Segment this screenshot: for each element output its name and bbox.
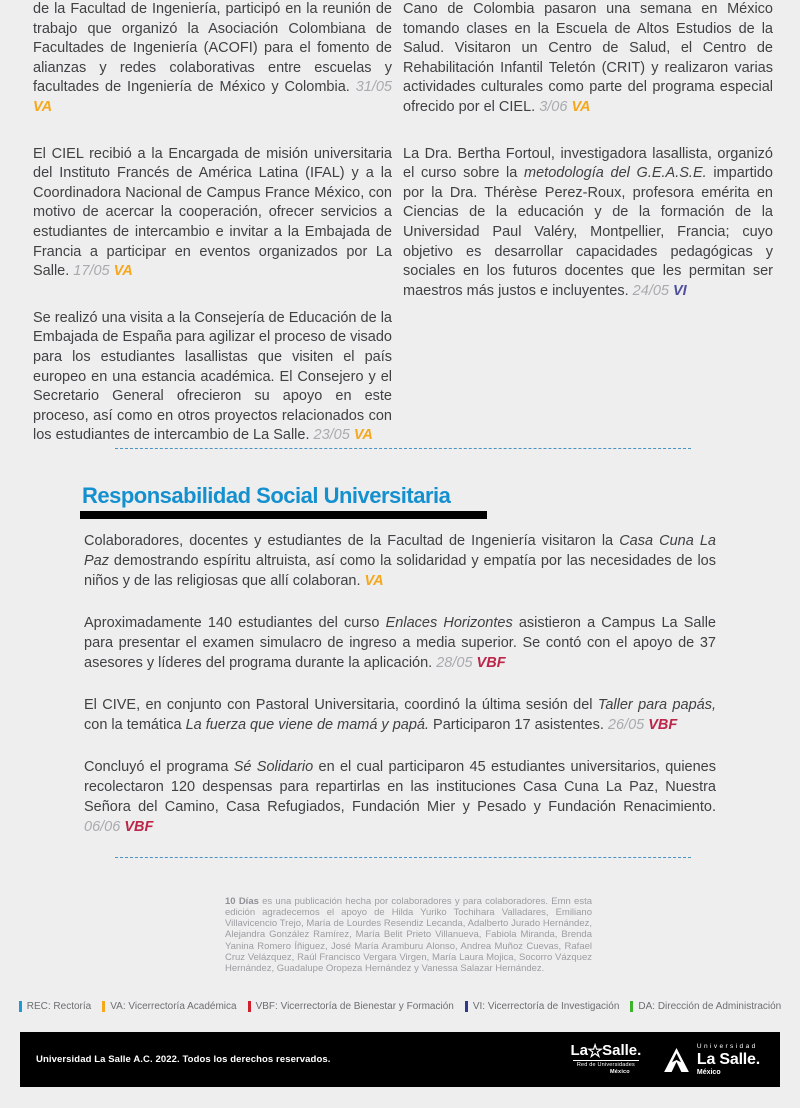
news-paragraph <box>403 145 773 302</box>
body-text: en el cual participaron 45 estudiantes universitarios, quienes recolectaron 120 despensas para repartirlas en las instituciones Casa Cuna La Paz, Nuestra Señora del Camino, Casa Refugiados, Fundación Mier y Pesado y Fundación Renacimiento. <box>84 759 716 815</box>
entry-tag: VA <box>109 263 133 280</box>
star-icon: ☆ <box>586 1040 604 1061</box>
legend-color-chip <box>102 1001 105 1012</box>
credits-text: es una publicación hecha por colaboradores y para colaboradores. Emn esta edición agradecemos el apoyo de Hilda Yuriko Tochihara Valladares, Emiliano Villavicencio Trejo, María de Lourdes Resendiz Lecanda, Adalberto Jurado Hernández, Alejandra González Ramírez, María Belit Prieto Villanueva, Fabiola Miranda, Brenda Yanina Romero Íñiguez, José María Aramburu Alonso, Andrea Muñoz Cuevas, Rafael Cruz Velázquez, Raúl Francisco Vergara Virgen, María Laura Mojica, Socorro Vázquez Hernández, Guadalupe Oropeza Hernández y Vanessa Salazar Hernández. <box>225 895 592 975</box>
body-text: Colaboradores, docentes y estudiantes de la Facultad de Ingeniería visitaron la <box>84 533 620 549</box>
entry-date: 28/05 <box>432 655 473 671</box>
entry-tag: VA <box>349 427 373 444</box>
legend-item <box>630 1001 781 1012</box>
entry-tag: VA <box>33 98 53 115</box>
body-text: con la temática <box>84 717 186 733</box>
body-text: asistieron a Campus La Salle para presentar el examen simulacro de ingreso a media superior. Se contó con el apoyo de 37 asesores y líderes del programa durante la aplicación. <box>84 615 716 671</box>
legend-item <box>465 1001 620 1012</box>
italic-text: Taller para papás, <box>597 697 716 713</box>
lasalle-university-wordmark <box>697 1043 760 1077</box>
body-text: demostrando espíritu altruista, así como la solidaridad y empatía por las necesidades de los niños y de las religiosas que allí colaboran. <box>84 553 716 589</box>
legend-label: VI: Vicerrectoría de Investigación <box>472 1001 620 1012</box>
entry-tag: VI <box>668 282 687 299</box>
italic-text: Sé Solidario <box>233 759 314 775</box>
news-paragraph <box>84 757 716 837</box>
rsu-section <box>84 531 716 859</box>
lasalle-network-logo <box>570 1040 642 1076</box>
legend-bar <box>0 1001 800 1012</box>
news-paragraph <box>33 145 392 282</box>
lasalle-network-wordmark <box>570 1040 642 1061</box>
entry-date: 17/05 <box>69 263 110 280</box>
right-column <box>403 0 773 328</box>
entry-tag: VBF <box>472 655 506 671</box>
footer-logos <box>570 1040 760 1077</box>
legend-color-chip <box>19 1001 22 1012</box>
lasalle-delta-icon <box>663 1047 690 1073</box>
legend-label: REC: Rectoría <box>26 1001 92 1012</box>
body-text: La Dra. Bertha Fortoul, investigadora lasallista, organizó el curso sobre la <box>403 145 773 182</box>
legend-item <box>102 1001 236 1012</box>
logo-text-mexico: México <box>696 1068 721 1076</box>
legend-label: VA: Vicerrectoría Académica <box>110 1001 237 1012</box>
body-text: Aproximadamente 140 estudiantes del curso <box>84 615 386 631</box>
news-paragraph <box>403 0 773 118</box>
body-text: Participaron 17 asistentes. <box>429 717 604 733</box>
logo-text-salle: Salle. <box>602 1042 642 1059</box>
entry-date: 23/05 <box>309 427 350 444</box>
publication-name: 10 Días <box>225 895 259 907</box>
body-text: El CIEL recibió a la Encargada de misión universitaria del Instituto Francés de América Latina (IFAL) y a la Coordinadora Nacional de Campus France México, con motivo de acercar la cooperación, ofrecer servicios a estudiantes de intercambio e invitar a la Embajada de Francia a participar en eventos organizados por La Salle. <box>33 145 392 280</box>
news-paragraph <box>84 695 716 735</box>
logo-text-universidad: Universidad <box>696 1042 758 1050</box>
logo-subtitle-mexico: México <box>610 1069 630 1075</box>
italic-text: La fuerza que viene de mamá y papá. <box>185 717 429 733</box>
legend-label: DA: Dirección de Administración <box>638 1001 782 1012</box>
entry-tag: VBF <box>644 717 678 733</box>
logo-text-la: La <box>570 1042 588 1059</box>
body-text: Concluyó el programa <box>84 759 234 775</box>
rsu-section-title: Responsabilidad Social Universitaria <box>82 483 451 508</box>
left-column <box>33 0 392 473</box>
legend-color-chip <box>630 1001 633 1012</box>
italic-text: metodología del G.E.A.S.E. <box>524 165 707 182</box>
entry-date: 31/05 <box>349 79 392 96</box>
italic-text: Enlaces Horizontes <box>385 615 513 631</box>
news-paragraph <box>33 0 392 118</box>
news-paragraph <box>84 531 716 591</box>
section-divider-top <box>115 448 691 449</box>
legend-item <box>19 1001 91 1012</box>
news-paragraph <box>33 309 392 446</box>
entry-date: 26/05 <box>603 717 645 733</box>
body-text: El CIVE, en conjunto con Pastoral Universitaria, coordinó la última sesión del <box>84 697 598 713</box>
copyright-text: Universidad La Salle A.C. 2022. Todos los derechos reservados. <box>36 1054 331 1065</box>
entry-tag: VA <box>360 573 384 589</box>
footer-bar <box>20 1032 780 1087</box>
legend-color-chip <box>248 1001 251 1012</box>
credits-block <box>225 896 592 975</box>
entry-tag: VA <box>567 98 591 115</box>
legend-label: VBF: Vicerrectoría de Bienestar y Formación <box>255 1001 454 1012</box>
italic-text: Casa Cuna La Paz <box>84 533 717 569</box>
heading-underline-bar <box>80 511 487 519</box>
logo-subtitle-network: Red de Universidades <box>576 1062 635 1068</box>
entry-date: 06/06 <box>84 819 121 835</box>
body-text: Cano de Colombia pasaron una semana en México tomando clases en la Escuela de Altos Estudios de la Salud. Visitaron un Centro de Salud, el Centro de Rehabilitación Infantil Teletón (CRIT) y realizaron varias actividades culturales como parte del programa especial ofrecido por el CIEL. <box>403 1 773 115</box>
legend-color-chip <box>465 1001 468 1012</box>
news-paragraph <box>84 613 716 673</box>
logo-text-lasalle: La Salle. <box>696 1050 760 1068</box>
body-text: de la Facultad de Ingeniería, participó en la reunión de trabajo que organizó la Asociación Colombiana de Facultades de Ingeniería (ACOFI) para el fomento de alianzas y redes colaborativas entre escuelas y facultades de Ingeniería de México y Colombia. <box>33 1 392 96</box>
section-divider-bottom <box>115 857 691 858</box>
entry-date: 3/06 <box>535 98 568 115</box>
entry-tag: VBF <box>120 819 154 835</box>
body-text: impartido por la Dra. Thérèse Perez-Roux, profesora emérita en Ciencias de la educación y de la formación de la Universidad Paul Valéry, Montpellier, Francia; cuyo objetivo es desarrollar capacidades pedagógicas y sociales en los futuros docentes que les permitan ser maestros más justos e incluyentes. <box>403 165 773 299</box>
legend-item <box>248 1001 454 1012</box>
body-text: Se realizó una visita a la Consejería de Educación de la Embajada de España para agilizar el proceso de visado para los estudiantes lasallistas que visiten el país europeo en una estancia académica. El Consejero y el Secretario General ofrecieron su apoyo en este proceso, así como en otros proyectos relacionados con los estudiantes de intercambio de La Salle. <box>33 309 392 444</box>
logo-divider-line <box>573 1060 639 1061</box>
lasalle-university-logo <box>663 1043 760 1077</box>
entry-date: 24/05 <box>628 282 669 299</box>
